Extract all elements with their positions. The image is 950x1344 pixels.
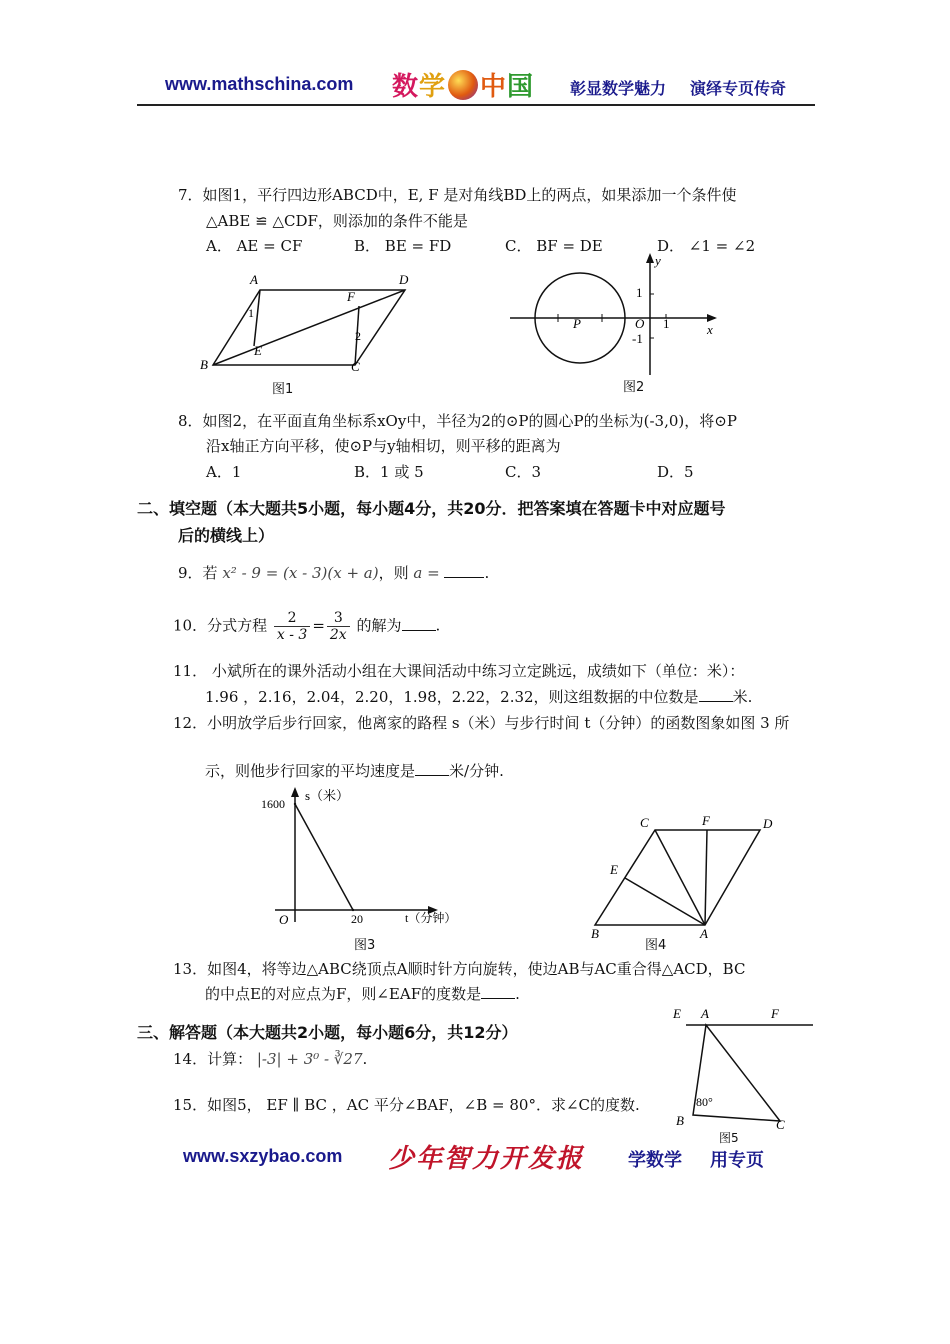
q13-end: . — [515, 985, 520, 1003]
q8-option-b[interactable]: B．1 或 5 — [354, 463, 424, 481]
figure-3-chart — [255, 782, 470, 927]
q7-option-b[interactable]: B． BE = FD — [354, 237, 452, 255]
q13-text: 的中点E的对应点为F，则∠EAF的度数是 — [205, 985, 482, 1003]
q8-option-c[interactable]: C．3 — [505, 463, 542, 481]
q9-var: a = — [413, 564, 440, 582]
q8-line1: 8．如图2，在平面直角坐标系xOy中，半径为2的⊙P的圆心P的坐标为(-3,0)，将⊙P — [178, 412, 737, 430]
fig5-caption: 图5 — [719, 1131, 739, 1145]
footer-slogan-1: 学数学 — [628, 1150, 682, 1171]
q7-option-d[interactable]: D． ∠1 = ∠2 — [657, 237, 756, 255]
q11-unit: 米. — [732, 688, 753, 706]
fig3-point-1 — [352, 909, 354, 911]
header-url[interactable]: www.mathschina.com — [165, 74, 354, 94]
fig3-caption: 图3 — [354, 938, 376, 953]
q11-answer-blank[interactable] — [699, 687, 733, 702]
q10-eq: = — [312, 616, 325, 635]
section-2-heading-cont: 后的横线上） — [178, 526, 275, 545]
fig1-label-c: C — [351, 359, 360, 374]
q9-mid: ，则 — [378, 564, 409, 582]
fig1-label-b: B — [200, 357, 208, 372]
fig4-label-a: A — [700, 926, 708, 940]
fig2-label-o: O — [635, 316, 645, 331]
header-rule — [137, 104, 815, 106]
fig1-caption: 图1 — [272, 382, 294, 397]
section-2-heading: 二、填空题（本大题共5小题，每小题4分，共20分．把答案填在答题卡中对应题号 — [137, 499, 726, 518]
brand-char-1: 数 — [392, 72, 420, 102]
fig3-origin-label: O — [279, 912, 289, 927]
q10-num1: 2 — [274, 610, 310, 627]
q12-answer-blank[interactable] — [415, 761, 449, 776]
fig2-caption: 图2 — [623, 380, 645, 395]
fig3-point-0 — [294, 803, 296, 805]
fig1-label-f: F — [347, 289, 355, 304]
fig1-label-angle2: 2 — [355, 329, 361, 343]
fig3-series-line — [295, 804, 353, 910]
header-slogan-2: 演绎专页传奇 — [690, 79, 787, 98]
q9-expression: x² - 9 = (x - 3)(x + a) — [222, 564, 379, 582]
fig3-ytick-label: 1600 — [261, 797, 285, 811]
figure-1-parallelogram — [195, 268, 425, 378]
q10 — [173, 610, 440, 643]
q10-den1: x - 3 — [276, 627, 308, 643]
fig5-angle-label: 80° — [696, 1095, 713, 1109]
q7-option-a[interactable]: A． AE = CF — [206, 237, 303, 255]
fig5-label-f: F — [771, 1006, 779, 1021]
section-3-heading: 三、解答题（本大题共2小题，每小题6分，共12分） — [137, 1023, 518, 1042]
brand-char-3: 中 — [480, 72, 508, 102]
q12-line1: 12．小明放学后步行回家，他离家的路程 s（米）与步行时间 t（分钟）的函数图象如图 3 所 — [173, 714, 790, 732]
q14 — [173, 1048, 367, 1069]
q12-text: 示，则他步行回家的平均速度是 — [205, 762, 416, 780]
brand-char-4: 国 — [507, 72, 535, 102]
q12-line2 — [205, 760, 504, 781]
q7-line1: 7．如图1，平行四边形ABCD中，E, F 是对角线BD上的两点，如果添加一个条件使 — [178, 186, 737, 204]
q15: 15．如图5， EF ∥ BC ，AC 平分∠BAF，∠B = 80°．求∠C的度数. — [173, 1096, 640, 1114]
q10-den2: 2x — [329, 627, 347, 643]
q14-prefix: 14．计算： — [173, 1050, 253, 1068]
figure-5-triangle — [668, 1003, 818, 1133]
fig2-label-neg1: -1 — [632, 331, 643, 346]
q10-suffix: 的解为 — [356, 616, 402, 635]
q11-data: 1.96 ，2.16，2.04，2.20，1.98，2.22，2.32，则这组数据的中位数是 — [205, 688, 699, 706]
q11-line1: 11． 小斌所在的课外活动小组在大课间活动中练习立定跳远，成绩如下（单位：米）： — [173, 662, 745, 680]
fig2-label-p: P — [573, 316, 581, 331]
q10-num2: 3 — [327, 610, 350, 627]
fig4-label-f: F — [702, 813, 710, 828]
q11-line2 — [205, 686, 752, 707]
fig1-label-angle1: 1 — [248, 306, 254, 320]
q10-end: . — [435, 616, 441, 635]
q8-line2: 沿x轴正方向平移，使⊙P与y轴相切，则平移的距离为 — [206, 437, 561, 455]
fig2-label-y: y — [655, 253, 661, 268]
fig5-label-b: B — [676, 1113, 684, 1128]
fig2-label-1: 1 — [636, 285, 643, 300]
q8-option-a[interactable]: A．1 — [206, 463, 242, 481]
fig4-label-c: C — [640, 815, 649, 830]
brand-char-2: 学 — [419, 72, 447, 102]
fig5-label-e: E — [673, 1006, 681, 1021]
footer-brand: 少年智力开发报 — [388, 1144, 585, 1174]
q14-expression: |-3| + 3⁰ - ∛27 — [256, 1050, 363, 1068]
fig4-label-b: B — [591, 926, 599, 940]
figure-2-coordinate-circle — [505, 250, 730, 380]
figure-4-triangles — [585, 810, 785, 940]
q9-end: . — [484, 564, 490, 582]
fig2-label-x1: 1 — [663, 316, 670, 331]
header-slogan-1: 彰显数学魅力 — [570, 79, 667, 98]
q7-line2: △ABE ≌ △CDF，则添加的条件不能是 — [206, 212, 468, 230]
fig1-label-a: A — [250, 272, 258, 287]
fig5-label-a: A — [701, 1006, 709, 1021]
fig3-y-arrow — [291, 787, 299, 797]
fig5-label-c: C — [776, 1117, 785, 1132]
fig3-ylabel: s（米） — [305, 788, 350, 803]
footer-url[interactable]: www.sxzybao.com — [183, 1146, 343, 1166]
q7-option-c[interactable]: C． BF = DE — [505, 237, 603, 255]
q12-unit: 米/分钟. — [449, 762, 504, 780]
q9-answer-blank[interactable] — [444, 563, 484, 578]
q13-answer-blank[interactable] — [481, 984, 515, 999]
q10-fraction-right — [327, 610, 350, 643]
fig1-label-e: E — [254, 343, 262, 358]
q10-answer-blank[interactable] — [402, 616, 436, 631]
fig3-xlabel: t（分钟） — [405, 911, 457, 925]
footer-slogan-2: 用专页 — [710, 1150, 764, 1171]
q9 — [178, 562, 489, 583]
fig4-label-d: D — [763, 816, 773, 831]
q8-option-d[interactable]: D．5 — [657, 463, 694, 481]
q10-prefix: 10．分式方程 — [173, 616, 268, 635]
fig1-label-d: D — [399, 272, 409, 287]
q13-line2 — [205, 983, 520, 1004]
fig2-label-x: x — [707, 322, 713, 337]
q9-prefix: 9．若 — [178, 564, 218, 582]
fig4-caption: 图4 — [645, 938, 667, 953]
fig3-xtick-label: 20 — [351, 912, 363, 926]
header-brand-logo — [392, 66, 534, 103]
q10-fraction-left — [274, 610, 310, 643]
fig4-label-e: E — [610, 862, 618, 877]
globe-icon — [448, 70, 478, 100]
q13-line1: 13．如图4，将等边△ABC绕顶点A顺时针方向旋转，使边AB与AC重合得△ACD，BC — [173, 960, 746, 978]
q14-end: . — [362, 1050, 368, 1068]
